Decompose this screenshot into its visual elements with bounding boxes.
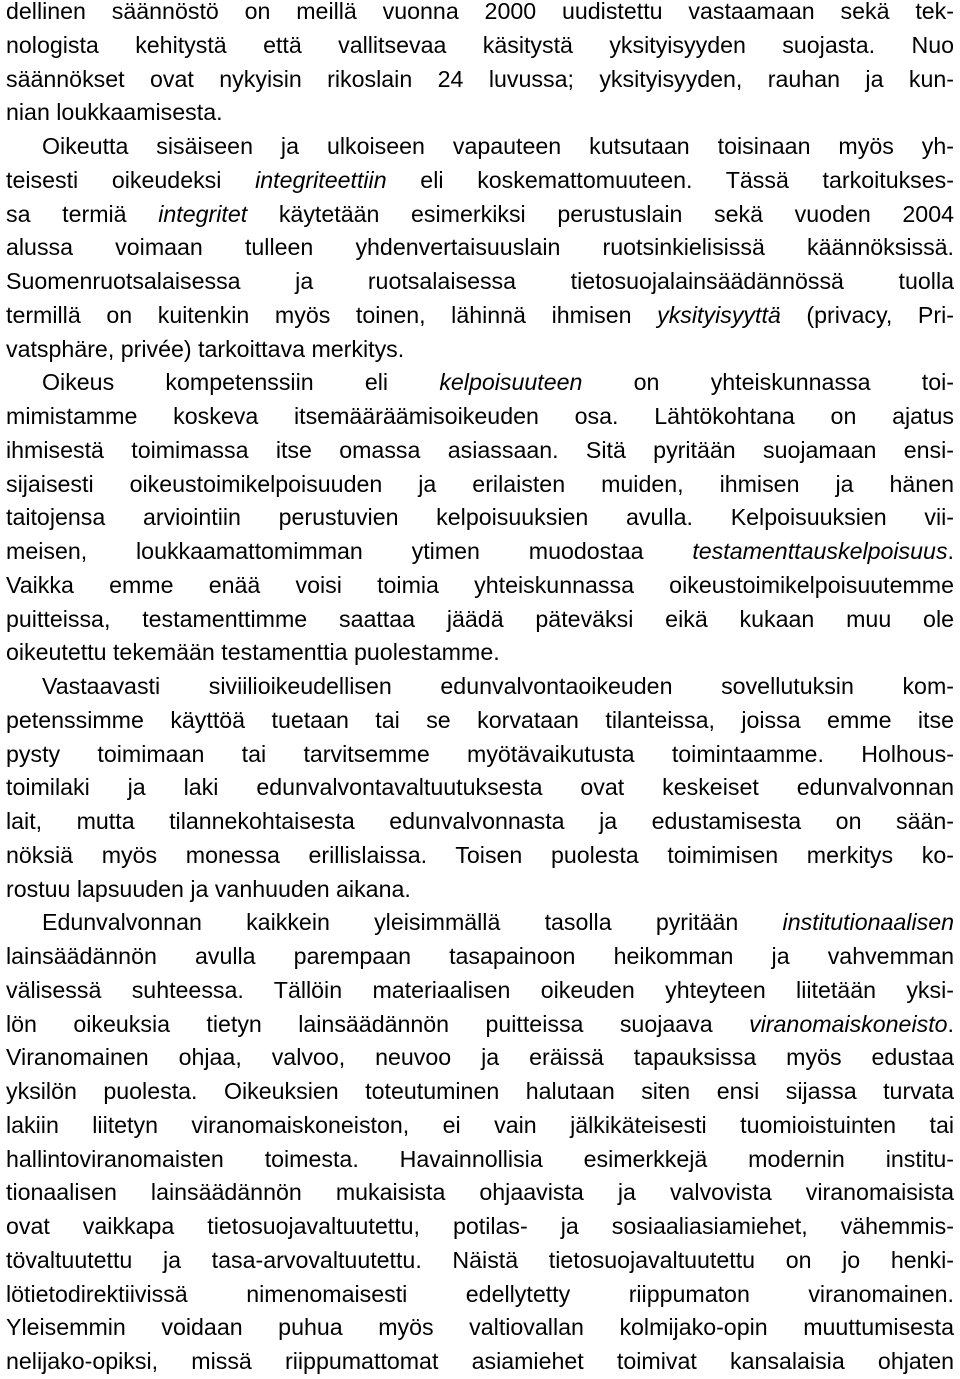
- text-span: Edunvalvonnan kaikkein yleisimmällä tasolla pyritään: [42, 909, 783, 936]
- text-line: Yleisemmin voidaan puhua myös valtiovallan kolmijako-opin muuttumisesta: [6, 1314, 954, 1341]
- text-line: vatsphäre, privée) tarkoittava merkitys.: [6, 335, 405, 362]
- text-line: lakiin liitetyn viranomaiskoneiston, ei vain jälkikäteisesti tuomioistuinten tai: [6, 1111, 954, 1138]
- text-span: käytetään esimerkiksi perustuslain sekä vuoden 2004: [247, 200, 954, 227]
- text-line: tövaltuutettu ja tasa-arvovaltuutettu. Näistä tietosuojavaltuutettu on jo henki-: [6, 1246, 954, 1273]
- text-span: teisesti oikeudeksi: [6, 166, 256, 193]
- text-span: Oikeus kompetenssiin eli: [42, 369, 440, 396]
- text-line: nelijako-opiksi, missä riippumattomat asiamiehet toimivat kansalaisia ohjaten: [6, 1348, 954, 1374]
- text-line: alussa voimaan tulleen yhdenvertaisuuslain ruotsinkielisissä käännöksissä.: [6, 234, 954, 261]
- text-span: meisen, loukkaamattomimman ytimen muodostaa: [6, 538, 693, 564]
- text-span: on yhteiskunnassa toi-: [582, 369, 954, 396]
- text-line: sijaisesti oikeustoimikelpoisuuden ja erilaisten muiden, ihmisen ja hänen: [6, 470, 954, 497]
- text-line: Viranomainen ohjaa, valvoo, neuvoo ja eräissä tapauksissa myös edustaa: [6, 1044, 954, 1071]
- text-span: lön oikeuksia tietyn lainsäädännön puitteissa suojaava: [6, 1010, 750, 1037]
- text-line: taitojensa arviointiin perustuvien kelpoisuuksien avulla. Kelpoisuuksien vii-: [6, 504, 954, 531]
- text-line: Vaikka emme enää voisi toimia yhteiskunnassa oikeustoimikelpoisuutemme: [6, 571, 954, 598]
- text-line: säännökset ovat nykyisin rikoslain 24 luvussa; yksityisyyden, rauhan ja kun-: [6, 65, 954, 92]
- text-line: ihmisestä toimimassa itse omassa asiassaan. Sitä pyritään suojamaan ensi-: [6, 436, 954, 463]
- text-line: tionaalisen lainsäädännön mukaisista ohjaavista ja valvovista viranomaisista: [6, 1179, 954, 1206]
- text-line: [6, 366, 954, 400]
- italic-term: integritet: [158, 200, 248, 227]
- text-line: petenssimme käyttöä tuetaan tai se korvataan tilanteissa, joissa emme itse: [6, 706, 954, 733]
- text-line: [6, 535, 954, 569]
- italic-term: kelpoisuuteen: [439, 369, 583, 396]
- text-line: pysty toimimaan tai tarvitsemme myötävaikutusta toimintaamme. Holhous-: [6, 740, 954, 767]
- italic-term: viranomaiskoneisto: [749, 1010, 948, 1037]
- text-span: sa termiä: [6, 200, 159, 227]
- text-line: yksilön puolesta. Oikeuksien toteutuminen halutaan siten ensi sijassa turvata: [6, 1078, 954, 1104]
- text-line: lötietodirektiivissä nimenomaisesti edellytetty riippumaton viranomainen.: [6, 1280, 954, 1307]
- text-line: nöksiä myös monessa erillislaissa. Toisen puolesta toimimisen merkitys ko-: [6, 841, 954, 868]
- italic-term: integriteettiin: [255, 166, 387, 193]
- text-line: hallintoviranomaisten toimesta. Havainnollisia esimerkkejä modernin institu-: [6, 1145, 954, 1172]
- text-line: lait, mutta tilannekohtaisesta edunvalvonnasta ja edustamisesta on sään-: [6, 808, 954, 834]
- text-line: nian loukkaamisesta.: [6, 99, 223, 126]
- text-line: toimilaki ja laki edunvalvontavaltuutuksesta ovat keskeiset edunvalvonnan: [6, 774, 954, 801]
- text-line: nologista kehitystä että vallitsevaa käsitystä yksityisyyden suojasta. Nuo: [6, 31, 954, 58]
- text-line: dellinen säännöstö on meillä vuonna 2000 uudistettu vastaamaan sekä tek-: [6, 0, 954, 24]
- text-line: oikeutettu tekemään testamenttia puolestamme.: [6, 639, 500, 666]
- text-line: [6, 906, 954, 940]
- text-line: Vastaavasti siviilioikeudellisen edunvalvontaoikeuden sovellutuksin kom-: [42, 673, 954, 699]
- text-span: (privacy, Pri-: [780, 301, 954, 328]
- text-span: termillä on kuitenkin myös toinen, lähinnä ihmisen: [6, 301, 658, 328]
- text-line: rostuu lapsuuden ja vanhuuden aikana.: [6, 875, 411, 902]
- italic-term: testamenttauskelpoisuus: [692, 538, 948, 564]
- text-line: mimistamme koskeva itsemääräämisoikeuden osa. Lähtökohtana on ajatus: [6, 403, 954, 429]
- text-line: Suomenruotsalaisessa ja ruotsalaisessa tietosuojalainsäädännössä tuolla: [6, 268, 954, 294]
- text-line: [6, 198, 954, 232]
- italic-term: yksityisyyttä: [657, 301, 781, 328]
- text-line: lainsäädännön avulla parempaan tasapainoon heikomman ja vahvemman: [6, 943, 954, 969]
- text-line: välisessä suhteessa. Tällöin materiaalisen oikeuden yhteyteen liitetään yksi-: [6, 976, 954, 1003]
- text-line: [6, 164, 954, 198]
- text-line: Oikeutta sisäiseen ja ulkoiseen vapauteen kutsutaan toisinaan myös yh-: [42, 133, 954, 159]
- text-line: [6, 1008, 954, 1042]
- text-line: ovat vaikkapa tietosuojavaltuutettu, potilas- ja sosiaaliasiamiehet, vähemmis-: [6, 1213, 954, 1239]
- text-span: .: [947, 1010, 954, 1037]
- text-line: puitteissa, testamenttimme saattaa jäädä päteväksi eikä kukaan muu ole: [6, 605, 954, 632]
- text-span: eli koskemattomuuteen. Tässä tarkoitukses-: [386, 166, 954, 193]
- italic-term: institutionaalisen: [782, 909, 954, 936]
- text-line: [6, 299, 954, 333]
- text-span: .: [947, 538, 954, 564]
